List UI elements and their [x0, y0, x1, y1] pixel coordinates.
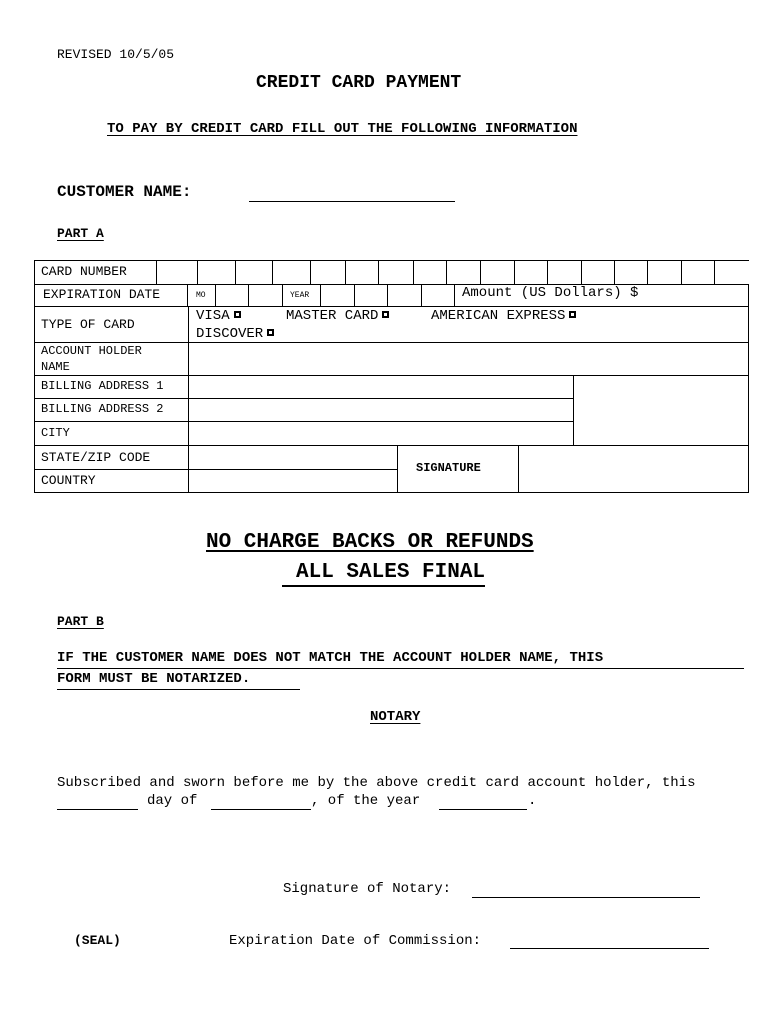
state-zip-label: STATE/ZIP CODE: [41, 450, 151, 465]
customer-name-label: CUSTOMER NAME:: [57, 183, 192, 201]
american-express-checkbox[interactable]: [569, 311, 576, 318]
customer-name-field[interactable]: [249, 201, 455, 202]
day-blank[interactable]: [57, 809, 138, 810]
notary-heading: NOTARY: [370, 709, 421, 725]
part-a-label: PART A: [57, 226, 104, 241]
account-holder-field[interactable]: [189, 343, 748, 375]
of-the-year-text: , of the year: [311, 793, 421, 809]
account-holder-label-2: NAME: [41, 360, 70, 374]
sworn-statement: Subscribed and sworn before me by the above credit card account holder, this: [57, 775, 696, 791]
notary-signature-line[interactable]: [472, 897, 700, 898]
american-express-option[interactable]: [431, 308, 576, 324]
card-number-row: [34, 260, 749, 285]
billing-address-1-field[interactable]: [189, 376, 572, 397]
amount-label: Amount (US Dollars) $: [462, 285, 639, 301]
notarize-instruction-1: IF THE CUSTOMER NAME DOES NOT MATCH THE ACCOUNT HOLDER NAME, THIS: [57, 650, 604, 666]
card-number-label: CARD NUMBER: [41, 264, 127, 279]
country-field[interactable]: [189, 470, 396, 491]
country-label: COUNTRY: [41, 473, 96, 488]
discover-option[interactable]: [196, 326, 274, 342]
signature-field[interactable]: [519, 446, 747, 491]
account-holder-label-1: ACCOUNT HOLDER: [41, 344, 142, 358]
discover-checkbox[interactable]: [267, 329, 274, 336]
discover-label: DISCOVER: [196, 326, 264, 342]
master-card-checkbox[interactable]: [382, 311, 389, 318]
master-card-option[interactable]: [286, 308, 389, 324]
card-type-row: [34, 306, 749, 343]
state-zip-field[interactable]: [189, 446, 396, 468]
billing-address-1-label: BILLING ADDRESS 1: [41, 379, 164, 393]
year-blank[interactable]: [439, 809, 527, 810]
type-of-card-label: TYPE OF CARD: [41, 317, 135, 332]
visa-option[interactable]: [196, 308, 241, 324]
expiration-date-label: EXPIRATION DATE: [43, 287, 161, 302]
all-sales-final-notice: ALL SALES FINAL: [282, 561, 485, 587]
expiration-commission-line[interactable]: [510, 948, 709, 949]
city-field[interactable]: [189, 422, 572, 444]
sworn-period: .: [528, 793, 537, 809]
notarize-instruction-2: FORM MUST BE NOTARIZED.: [57, 671, 251, 687]
american-express-label: AMERICAN EXPRESS: [431, 308, 566, 324]
master-card-label: MASTER CARD: [286, 308, 379, 324]
city-label: CITY: [41, 426, 70, 440]
signature-label: SIGNATURE: [416, 461, 481, 475]
page-title: CREDIT CARD PAYMENT: [256, 73, 462, 93]
visa-checkbox[interactable]: [234, 311, 241, 318]
visa-label: VISA: [196, 308, 230, 324]
month-blank[interactable]: [211, 809, 311, 810]
revised-date: REVISED 10/5/05: [57, 47, 175, 62]
expiration-commission-label: Expiration Date of Commission:: [229, 933, 482, 949]
seal-label: (SEAL): [74, 933, 121, 948]
mo-label: MO: [196, 291, 206, 300]
no-chargebacks-notice: NO CHARGE BACKS OR REFUNDS: [206, 531, 534, 554]
day-of-text: day of: [147, 793, 198, 809]
billing-address-2-field[interactable]: [189, 399, 572, 420]
year-label: YEAR: [290, 291, 310, 300]
signature-of-notary-label: Signature of Notary:: [283, 881, 452, 897]
billing-address-2-label: BILLING ADDRESS 2: [41, 402, 164, 416]
part-b-label: PART B: [57, 614, 104, 629]
instruction-heading: TO PAY BY CREDIT CARD FILL OUT THE FOLLOWING INFORMATION: [107, 121, 578, 137]
